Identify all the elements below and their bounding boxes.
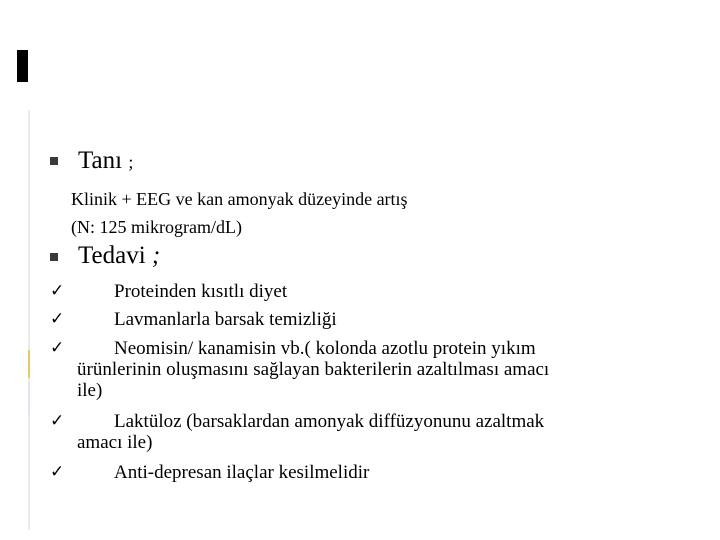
heading-tedavi-label: Tedavi — [78, 242, 146, 269]
check-icon: ✓ — [50, 411, 65, 431]
side-accent-block — [28, 382, 30, 414]
list-item-text: ile) — [77, 380, 103, 401]
tani-line: Klinik + EEG ve kan amonyak düzeyinde artış — [71, 189, 408, 209]
list-item-text: ürünlerinin oluşmasını sağlayan bakterilerin azaltılması amacı — [77, 359, 550, 380]
tani-line: (N: 125 mikrogram/dL) — [71, 217, 242, 237]
square-bullet-icon — [50, 157, 58, 165]
side-accent-strip — [28, 110, 30, 530]
title-placeholder-bar — [17, 50, 28, 82]
heading-tedavi-separator: ; — [151, 242, 161, 269]
check-icon: ✓ — [50, 281, 65, 301]
list-item-text: Lavmanlarla barsak temizliği — [114, 309, 337, 330]
check-icon: ✓ — [50, 338, 65, 358]
heading-tani-label: Tanı — [78, 147, 123, 174]
side-accent-block — [28, 350, 30, 378]
list-item — [77, 411, 677, 453]
heading-tani-separator: ; — [128, 152, 134, 172]
list-item-text: Anti-depresan ilaçlar kesilmelidir — [114, 462, 370, 483]
check-icon: ✓ — [50, 462, 65, 482]
list-item-text: amacı ile) — [77, 432, 153, 453]
list-item-text: Laktüloz (barsaklardan amonyak diffüzyonunu azaltmak — [114, 411, 545, 432]
list-item — [77, 309, 677, 330]
list-item-text: Proteinden kısıtlı diyet — [114, 281, 288, 302]
heading-tedavi — [78, 242, 160, 270]
list-item — [77, 462, 677, 483]
square-bullet-icon — [50, 253, 58, 261]
check-icon: ✓ — [50, 309, 65, 329]
heading-tani — [78, 147, 133, 175]
list-item — [77, 281, 677, 302]
list-item-text: Neomisin/ kanamisin vb.( kolonda azotlu protein yıkım — [114, 338, 536, 359]
list-item — [77, 338, 677, 401]
